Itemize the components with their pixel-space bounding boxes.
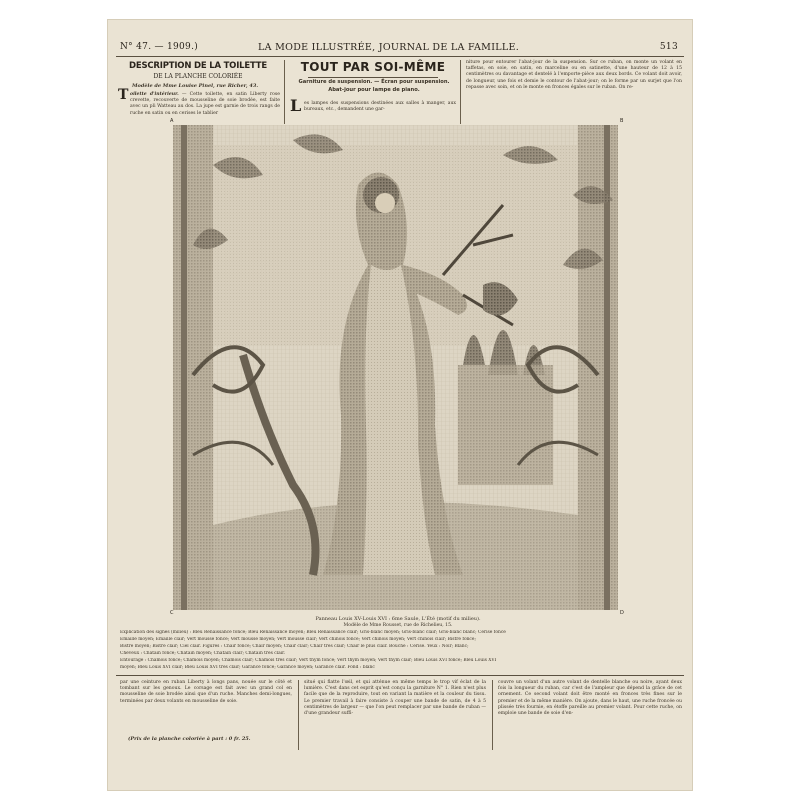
legend-line-4: Cheveux : Châtain foncé; Châtain moyen; Châtain clair; Châtain très clair. (120, 651, 286, 656)
bottom-divider-2 (492, 680, 493, 750)
left-dropcap: T (118, 87, 129, 103)
plate-price: (Prix de la planche coloriée à part : 0 fr. 25. (128, 736, 251, 742)
embroidery-pattern-illustration (173, 125, 618, 610)
header-rule (116, 56, 684, 57)
column-divider-2 (460, 60, 461, 124)
legend-rule (116, 675, 684, 676)
bottom-divider-1 (298, 680, 299, 750)
plate-caption: Panneau Louis XV-Louis XVI : 6me Saule, L'Été (motif du milieu). (315, 616, 481, 622)
plate-corner-b: B (620, 118, 624, 124)
page-number: 513 (659, 42, 678, 52)
embroidery-pattern-plate (173, 125, 618, 610)
bottom-col-1-text: par une ceinture en ruban Liberty à longs pans, nouée sur le côté et tombant sur les genoux. Le corsage est fait avec un grand col en mousseline de soie brodée ainsi que d'un ruche. Manches demi-longues, terminées par deux volants en mousseline de soie. (120, 680, 292, 704)
left-intro (130, 92, 280, 117)
middle-title-rule (308, 77, 438, 78)
legend-line-2: Emaille moyen; Emaille clair; Vert mousse foncé; Vert mousse moyen; Vert mousse clair; Vert chinois foncé; Vert chinois moyen; Vert chinois clair; Bistre foncé; (120, 637, 476, 642)
legend-line-3: Bistre moyen; Bistre clair; Ciel clair. Figures : Chair foncé; Chair moyen; Chair clair; Chair très clair; Chair le plus clair. Bouche : Cerise. Yeux : Noir; Blanc; (120, 644, 469, 649)
legend-line-1: Explication des signes (milieu) : Bleu Renaissance foncé; Bleu Renaissance moyen; Bleu Renaissance clair; Gris-blanc moyen; Gris-blanc clair; Gris-blanc blanc; Cerise foncé (120, 630, 506, 635)
middle-subtitle-2: Abat-jour pour lampe de piano. (328, 87, 420, 93)
journal-title: LA MODE ILLUSTRÉE, JOURNAL DE LA FAMILLE. (258, 42, 520, 53)
column-divider-1 (284, 60, 285, 124)
bottom-col-2-text: situé qui flatte l'œil, et qui atténue en même temps le trop vif éclat de la lumière. C'est dans cet esprit qu'est conçu la garniture N° 1. Rien n'est plus facile que de la reproduire, tout en variant la matière et la couleur du tissu. Le premier travail à faire consiste à couper une bande de satin, de 4 à 5 centimètres de largeur — que l'on peut remplacer par une bande de ruban — d'une grandeur suffi- (304, 680, 486, 717)
model-credit: Modèle de Mme Louise Pinel, rue Richer, 43. (132, 83, 259, 89)
legend-line-5: Entourage : Chamois foncé; Chamois moyen; Chamois clair; Chamois très clair; Vert thym foncé; Vert thym moyen; Vert thym clair; Bleu Louis XVI foncé; Bleu Louis XVI (120, 658, 497, 663)
description-subtitle: DE LA PLANCHE COLORIÉE (153, 73, 243, 80)
plate-corner-c: C (170, 610, 174, 616)
right-text: niture pour entourer l'abat-jour de la suspension. Sur ce ruban, on monte un volant en taffetas, en soie, en satin, en marceline ou en satinette, d'une hauteur de 12 à 15 centimètres ou davantage et dentelé à l'emporte-pièce aux deux bords. Ce volant doit avoir, de longueur, une fois et demie le contour de l'abat-jour; on le forme par un surjet que l'on repasse avec soin, et on le monte en fronces égales sur le ruban. On re- (466, 60, 682, 90)
intro-text: — Cette toilette, en satin Liberty rose crevette, recouverte de mousseline de soie brodée, est faite avec un pli Watteau au dos. La jupe est garnie de trois rangs de ruche en satin ou en cerises le tablier (130, 92, 280, 116)
middle-subtitle-1: Garniture de suspension. — Écran pour suspension. (298, 79, 450, 85)
plate-caption-credit: Modèle de Mme Rousset, rue de Richelieu, 15. (343, 623, 453, 628)
plate-corner-d: D (620, 610, 624, 616)
middle-text: es lampes des suspensions destinées aux salles à manger, aux bureaux, etc., demandent une gar- (304, 101, 456, 113)
intro-label: oilette d'intérieur. (130, 92, 179, 97)
middle-dropcap: L (290, 96, 302, 115)
tout-par-soi-meme-title: TOUT PAR SOI-MÊME (300, 60, 446, 74)
legend-line-6: moyen; Bleu Louis XVI clair; Bleu Louis XVI très clair; Garance foncé; Garance moyen; Garance clair. Fond : blanc (120, 665, 375, 670)
issue-number: N° 47. — 1909.) (120, 42, 199, 52)
description-title: DESCRIPTION DE LA TOILETTE (128, 61, 267, 71)
journal-page (108, 20, 692, 790)
bottom-col-3-text: couvre un volant d'un autre volant de dentelle blanche ou noire, ayant deux fois la longueur du ruban, car c'est de l'ampleur que dépend la grâce de cet ornement. Ce second volant doit être monté en fronces très fines sur le premier et de la même manière. On ajoute, dans le haut, une ruche froncée ou plissée très fournie, en étoffe pareille au premier volant. Pour cette ruche, on emploie une bande de soie d'en- (498, 680, 682, 717)
plate-corner-a: A (170, 118, 174, 124)
